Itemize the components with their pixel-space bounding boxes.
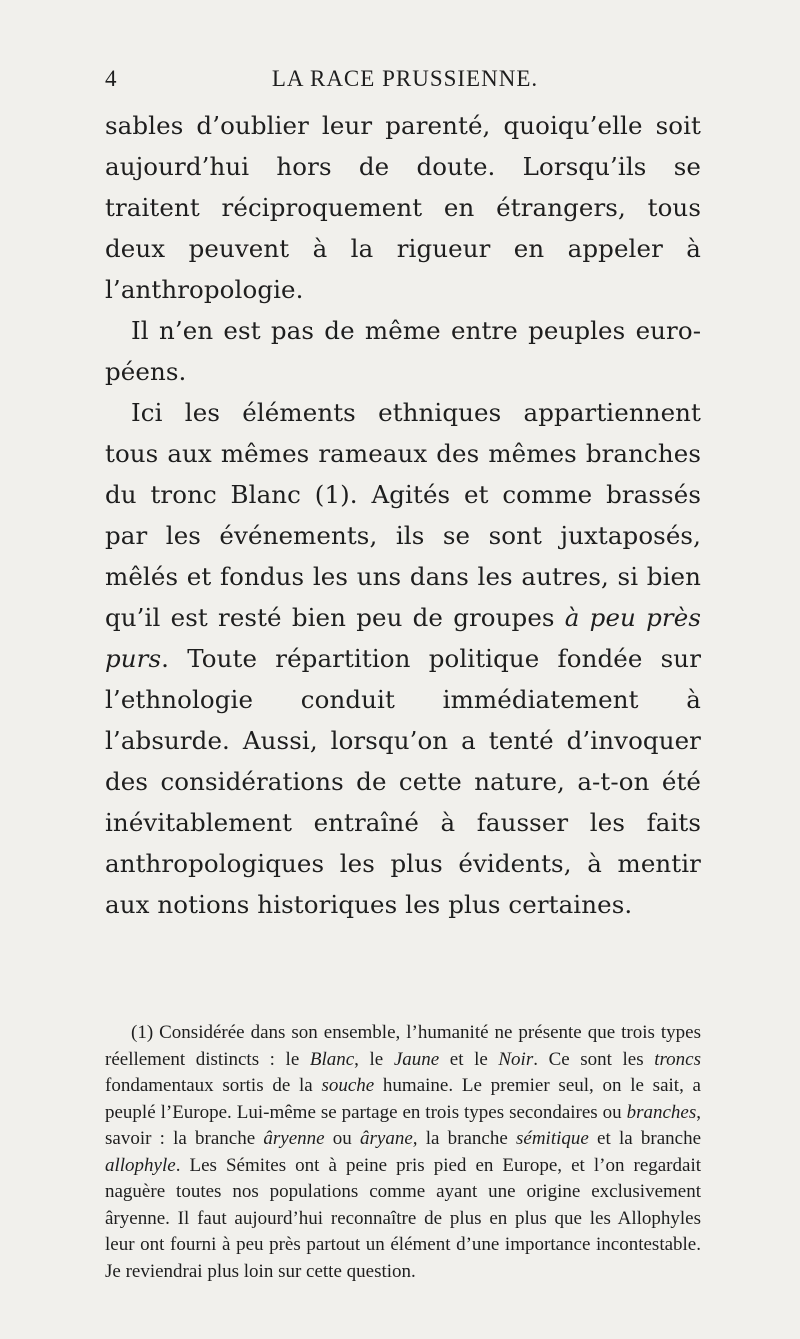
running-title: LA RACE PRUSSIENNE. (271, 66, 539, 91)
footnote-text: . Ce sont les (533, 1048, 655, 1070)
footnote-text: la branche (417, 1128, 516, 1149)
footnote (105, 1020, 701, 1285)
footnote-text: fondamentaux sortis de la (105, 1075, 322, 1096)
footnote-emphasis: âryane, (360, 1128, 418, 1149)
footnote-emphasis: âryenne (263, 1128, 325, 1149)
footnote-emphasis: Blanc (309, 1048, 355, 1070)
footnote-text: ou (324, 1128, 361, 1149)
paragraph-3-emphasis: à peu près purs (105, 603, 701, 673)
footnote-text: , le (354, 1048, 394, 1070)
footnote-emphasis: allophyle (105, 1154, 176, 1176)
footnote-text: (1) Considérée dans son ensemble, l’humanité ne présente que trois types réellement distincts : le (105, 1022, 701, 1070)
footnote-emphasis: troncs (654, 1048, 701, 1070)
footnote-text: humaine. Le premier seul, on le sait, a peuplé l’Europe. Lui-même se partage en trois types secondaires ou (105, 1075, 701, 1123)
page-header (105, 66, 705, 96)
page-number: 4 (105, 66, 118, 91)
footnote-text: , savoir : la branche (105, 1101, 701, 1149)
paragraph-2: Il n’en est pas de même entre peuples européens. (105, 316, 701, 386)
main-text (105, 105, 701, 925)
footnote-emphasis: souche (321, 1075, 375, 1096)
footnote-text: . Les Sémites ont à peine pris pied en Europe, et l’on regardait naguère toutes nos populations comme ayant une origine exclusivement âryenne. Il faut aujourd’hui reconnaître de plus en plus que les Allophyles leur ont fourni à peu près partout un élément d’une importance incontestable. Je reviendrai plus loin sur cette question. (105, 1154, 701, 1282)
footnote-emphasis: Noir (498, 1048, 534, 1070)
footnote-text: et la branche (588, 1128, 701, 1149)
footnote-emphasis: sémitique (516, 1128, 589, 1149)
paragraph-1: sables d’oublier leur parenté, quoiqu’elle soit aujourd’hui hors de doute. Lorsqu’ils se traitent réciproquement en étrangers, tous deux peuvent à la rigueur en appeler à l’anthropologie. (105, 111, 701, 304)
footnote-emphasis: Jaune (393, 1048, 440, 1070)
footnote-text: et le (439, 1048, 499, 1070)
paragraph-3 (105, 392, 701, 925)
paragraph-3-part-a: Ici les éléments ethniques appartiennent tous aux mêmes rameaux des mêmes branches du tronc Blanc (1). Agités et comme brassés par les événements, ils se sont juxtaposés, mêlés et fondus les uns dans les autres, si bien qu’il est resté bien peu de groupes (105, 398, 701, 632)
paragraph-3-part-b: . Toute répartition politique fondée sur l’ethnologie conduit immédiatement à l’absurde. Aussi, lorsqu’on a tenté d’invoquer des considérations de cette nature, a-t-on été inévitablement entraîné à fausser les faits anthropologiques les plus évidents, à mentir aux notions historiques les plus certaines. (105, 644, 701, 919)
footnote-emphasis: branches (626, 1101, 697, 1123)
